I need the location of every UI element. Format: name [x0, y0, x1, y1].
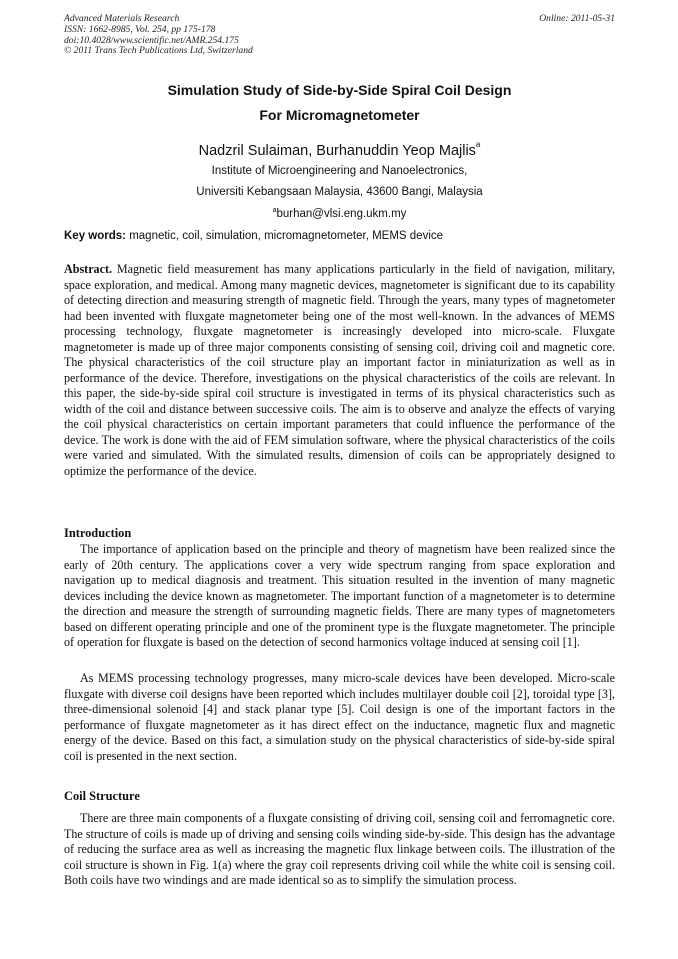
author-list — [64, 140, 615, 159]
section-heading-introduction: Introduction — [64, 526, 132, 540]
affiliation-line-2: Universiti Kebangsaan Malaysia, 43600 Bangi, Malaysia — [196, 186, 483, 198]
journal-header — [64, 14, 615, 57]
author-2-superscript: a — [475, 140, 481, 149]
paper-title-line-2: For Micromagnetometer — [259, 107, 420, 123]
introduction-paragraph-2: As MEMS processing technology progresses, many micro-scale devices have been developed. Micro-scale fluxgate with diverse coil designs have been reported which includes multilayer double coil [2], toroidal type [3], three-dimensional solenoid [4] and stack planar type [5]. Coil design is one of the important factors in the performance of fluxgate magnetometer as it has direct effect on the inductance, magnetic flux and magnetic energy of the device. Based on this fact, a simulation study on the physical characteristics of side-by-side spiral coil is presented in the next section. — [64, 671, 615, 763]
author-1: Nadzril Sulaiman, — [198, 143, 313, 159]
keywords-label: Key words: — [64, 230, 126, 242]
section-heading-coil-structure: Coil Structure — [64, 789, 140, 803]
journal-name: Advanced Materials Research — [64, 13, 180, 24]
keywords-text: magnetic, coil, simulation, micromagnetometer, MEMS device — [129, 230, 444, 242]
abstract — [64, 262, 615, 479]
keywords — [64, 230, 615, 242]
affiliation-line-1: Institute of Microengineering and Nanoelectronics, — [211, 165, 468, 177]
issn-line: ISSN: 1662-8985, Vol. 254, pp 175-178 — [64, 23, 216, 35]
abstract-text: Magnetic field measurement has many applications particularly in the field of navigation, military, space exploration, and medical. Among many magnetic devices, magnetometer is significant due to its capability of detecting direction and measuring strength of magnetic field. Through the years, many types of magnetometer had been invented with fluxgate magnetometer being one of the most well-known. In the advances of MEMS processing technology, fluxgate magnetometer is increasingly developed into micro-scale. Fluxgate magnetometer is made up of three major components consisting of sensing coil, driving coil and magnetic core. The physical characteristics of the coil structure play an important factor in miniaturization as well as in performance of the device. Therefore, investigations on the physical characteristics of the coils are relevant. In this paper, the side-by-side spiral coil structure is investigated in terms of its physical characteristics such as width of the coil and distance between successive coils. The aim is to observe and analyze the effects of varying the coil physical characteristics on certain important parameters that could influence the performance of the device. The work is done with the aid of FEM simulation software, where the physical characteristics of the coils were varied and simulated. With the simulated results, dimension of coils can be appropriately designed to optimize the performance of the device. — [64, 262, 615, 478]
coil-structure-paragraph-1: There are three main components of a fluxgate consisting of driving coil, sensing coil and ferromagnetic core. The structure of coils is made up of driving and sensing coils winding side-by-side. This design has the advantage of reducing the surface area as well as increasing the magnetic flux linkage between coils. The illustration of the coil structure is shown in Fig. 1(a) where the gray coil represents driving coil while the white coil is sensing coil. Both coils have two windings and are made identical so as to simplify the simulation process. — [64, 811, 615, 887]
online-date: Online: 2011-05-31 — [539, 13, 615, 24]
author-2: Burhanuddin Yeop Majlis — [316, 143, 476, 159]
copyright-line: © 2011 Trans Tech Publications Ltd, Switzerland — [64, 45, 253, 57]
abstract-label: Abstract. — [64, 262, 113, 276]
email-superscript: a — [272, 207, 277, 214]
introduction-paragraph-1: The importance of application based on the principle and theory of magnetism have been realized since the early of 20th century. The applications cover a very wide spectrum ranging from space exploration and navigation up to medical diagnosis and treatment. This situation resulted in the invention of many magnetic devices including the device known as magnetometer. The important function of a magnetometer is to determine the direction and measure the strength of surrounding magnetic fields. There are many types of magnetometers based on different operating principle and one of the prominent type is the fluxgate magnetometer. The principle of operation for fluxgate is based on the detection of second harmonics voltage induced at sensing coil [1]. — [64, 542, 615, 649]
author-email — [64, 207, 615, 220]
doi-line: doi:10.4028/www.scientific.net/AMR.254.175 — [64, 34, 239, 46]
email-address: burhan@vlsi.eng.ukm.my — [276, 208, 407, 220]
paper-title-line-1: Simulation Study of Side-by-Side Spiral Coil Design — [167, 82, 512, 98]
